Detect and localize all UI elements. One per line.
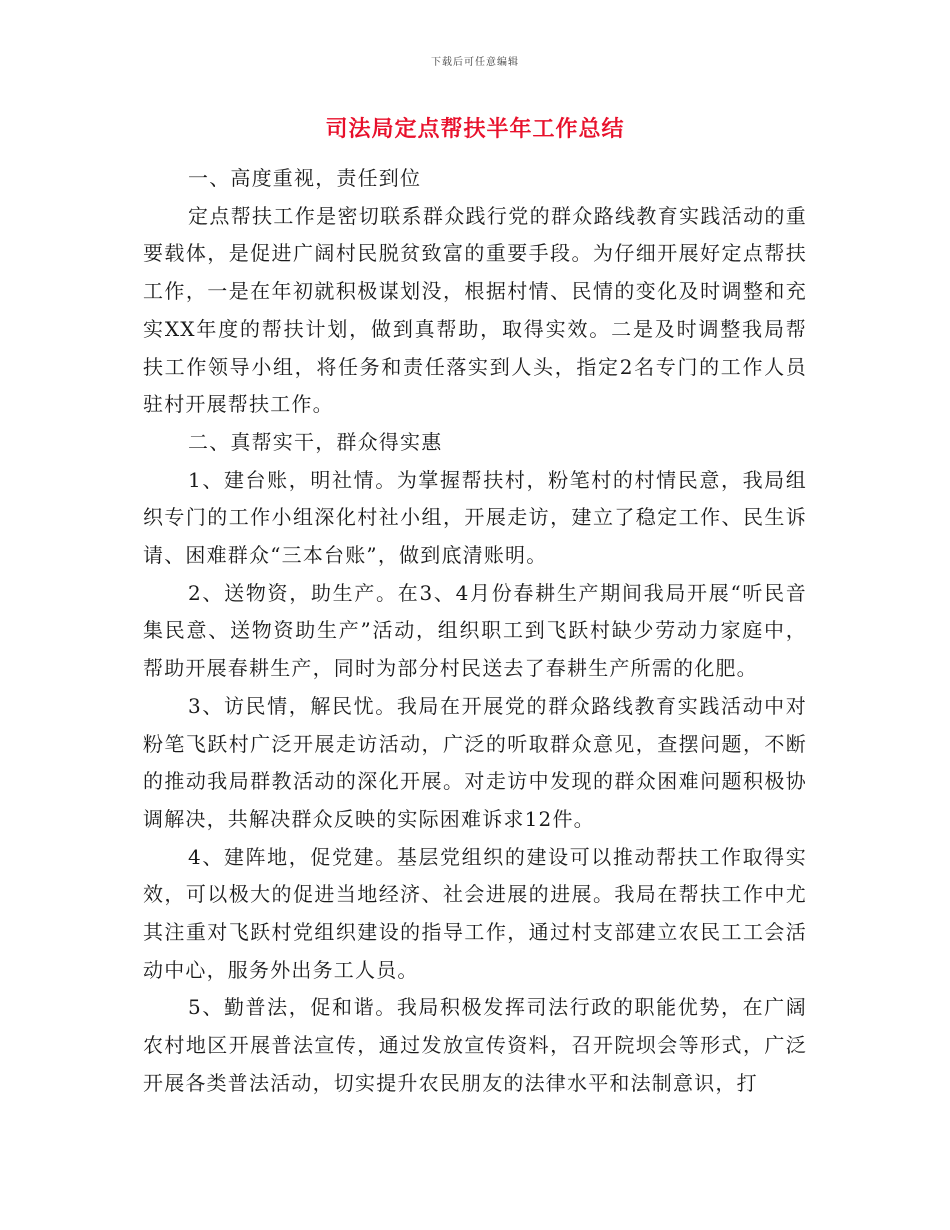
section-heading: 二、真帮实干，群众得实惠 bbox=[188, 429, 443, 454]
document-body bbox=[143, 160, 807, 1103]
header-note: 下载后可任意编辑 bbox=[431, 57, 519, 68]
document-title: 司法局定点帮扶半年工作总结 bbox=[325, 117, 625, 142]
paragraph: 2、送物资，助生产。在3、4月份春耕生产期间我局开展“听民音集民意、送物资助生产”活动，组织职工到飞跃村缺少劳动力家庭中，帮助开展春耕生产，同时为部分村民送去了春耕生产所需的化肥。 bbox=[143, 580, 807, 681]
paragraph: 定点帮扶工作是密切联系群众践行党的群众路线教育实践活动的重要载体，是促进广阔村民脱贫致富的重要手段。为仔细开展好定点帮扶工作，一是在年初就积极谋划没，根据村情、民情的变化及时调整和充实XX年度的帮扶计划，做到真帮助，取得实效。二是及时调整我局帮扶工作领导小组，将任务和责任落实到人头，指定2名专门的工作人员驻村开展帮扶工作。 bbox=[143, 203, 807, 417]
paragraph: 5、勤普法，促和谐。我局积极发挥司法行政的职能优势，在广阔农村地区开展普法宣传，通过发放宣传资料，召开院坝会等形式，广泛开展各类普法活动，切实提升农民朋友的法律水平和法制意识，打 bbox=[143, 995, 807, 1095]
section-heading: 一、高度重视，责任到位 bbox=[188, 166, 422, 190]
paragraph: 1、建台账，明社情。为掌握帮扶村，粉笔村的村情民意，我局组织专门的工作小组深化村社小组，开展走访，建立了稳定工作、民生诉请、困难群众“三本台账”，做到底清账明。 bbox=[143, 467, 807, 568]
paragraph: 4、建阵地，促党建。基层党组织的建设可以推动帮扶工作取得实效，可以极大的促进当地经济、社会进展的进展。我局在帮扶工作中尤其注重对飞跃村党组织建设的指导工作，通过村支部建立农民工工会活动中心，服务外出务工人员。 bbox=[143, 844, 807, 982]
paragraph: 3、访民情，解民忧。我局在开展党的群众路线教育实践活动中对粉笔飞跃村广泛开展走访活动，广泛的听取群众意见，查摆问题，不断的推动我局群教活动的深化开展。对走访中发现的群众困难问题积极协调解决，共解决群众反映的实际困难诉求12件。 bbox=[143, 693, 807, 831]
